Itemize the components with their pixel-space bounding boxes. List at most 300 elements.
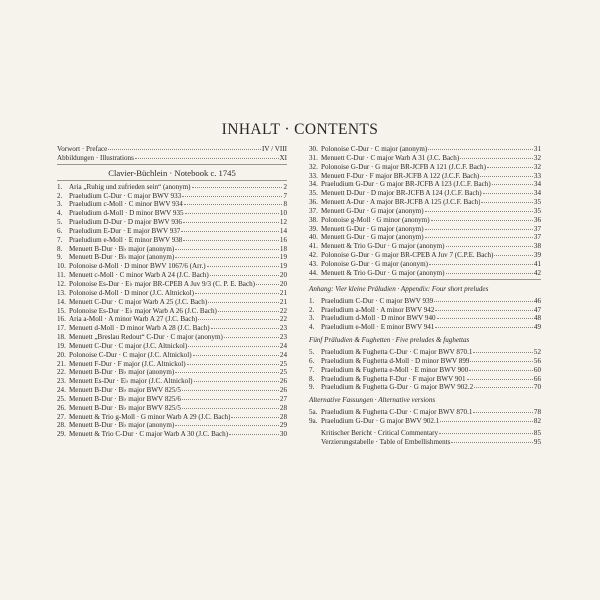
entry-page: 48 <box>533 314 541 323</box>
toc-entry[interactable] <box>57 218 287 227</box>
dot-leader <box>224 336 279 338</box>
entry-number: 27. <box>57 412 66 421</box>
toc-entry[interactable] <box>57 289 287 298</box>
dot-leader <box>446 272 533 274</box>
entry-title: Praeludium d-Moll · D minor BWV 935 <box>69 209 184 218</box>
entry-title: Menuett B-Dur · B♭ major BWV 825/6 <box>69 394 181 403</box>
entry-title: Praeludium & Fughetta C-Dur · C major BWV 870.1 <box>321 348 473 357</box>
left-entry-list <box>57 183 287 439</box>
entry-number: 44. <box>309 268 318 277</box>
entry-number: 37. <box>309 206 318 215</box>
dot-leader <box>437 317 533 319</box>
entry-page: 32 <box>533 162 541 171</box>
entry-number: 7. <box>309 365 315 374</box>
entry-number: 25. <box>57 394 66 403</box>
entry-title: Menuett C-Dur · C major Warb A 31 (J.C. Bach) <box>321 153 460 162</box>
dot-leader <box>460 157 533 159</box>
entry-number: 6. <box>57 226 63 235</box>
appendix-title: Anhang: Vier kleine Präludien · Appendix: Four short preludes <box>309 284 489 293</box>
entry-number: 36. <box>309 198 318 207</box>
entry-title: Praeludium c-Moll · C minor BWV 934 <box>69 200 183 209</box>
entry-page: 37 <box>533 224 541 233</box>
toc-entry[interactable] <box>309 163 541 172</box>
entry-number: 11. <box>57 271 66 280</box>
toc-entry[interactable] <box>309 172 541 181</box>
dot-leader <box>428 148 533 150</box>
toc-entry[interactable] <box>309 314 541 323</box>
toc-entry[interactable] <box>309 216 541 225</box>
entry-title: Menuett B-Dur · B♭ major (anonym) <box>69 368 175 377</box>
entry-title: Menuett F-Dur · F major (J.C. Altnickol) <box>69 359 186 368</box>
entry-number: 32. <box>309 162 318 171</box>
entry-number: 41. <box>309 242 318 251</box>
entry-number: 39. <box>309 224 318 233</box>
entry-number: 42. <box>309 251 318 260</box>
toc-entry[interactable] <box>309 357 541 366</box>
entry-page: 47 <box>533 305 541 314</box>
entry-title: Polonoise d-Moll · D minor BWV 1067/6 (Arr.) <box>69 262 206 271</box>
entry-number: 33. <box>309 171 318 180</box>
alternative-versions-title: Alternative Fassungen · Alternative versions <box>309 396 436 405</box>
toc-back-page: 85 <box>533 428 541 437</box>
entry-page: 42 <box>533 268 541 277</box>
toc-entry[interactable] <box>57 227 287 236</box>
toc-entry[interactable] <box>57 413 287 422</box>
entry-number: 17. <box>57 324 66 333</box>
section-rule <box>57 164 287 165</box>
dot-leader <box>256 283 279 285</box>
entry-page: 26 <box>279 377 287 386</box>
dot-leader <box>194 380 279 382</box>
entry-title: Menuett B-Dur · B♭ major BWV 825/5 <box>69 403 181 412</box>
dot-leader <box>446 245 533 247</box>
toc-entry[interactable] <box>57 271 287 280</box>
toc-entry[interactable] <box>309 366 541 375</box>
entry-page: 23 <box>279 324 287 333</box>
toc-entry[interactable] <box>309 348 541 357</box>
dot-leader <box>185 212 279 214</box>
section-rule <box>309 279 541 280</box>
dot-leader <box>192 186 283 188</box>
entry-page: 22 <box>279 315 287 324</box>
page-title: INHALT · CONTENTS <box>221 121 379 138</box>
entry-page: 27 <box>279 394 287 403</box>
entry-title: Polonoise G-Dur · G major (anonym) <box>321 259 428 268</box>
entry-title: Menuett & Trio g-Moll · G minor Warb A 29 (J.C. Bach) <box>69 412 231 421</box>
entry-number: 19. <box>57 341 66 350</box>
entry-title: Praeludium & Fughetta d-Moll · D minor BWV 899 <box>321 356 470 365</box>
entry-page: 14 <box>279 226 287 235</box>
entry-number: 2. <box>57 191 63 200</box>
dot-leader <box>487 166 533 168</box>
entry-page: 20 <box>279 271 287 280</box>
toc-front-text: Abbildungen · Illustrations <box>57 153 134 162</box>
toc-entry[interactable] <box>57 333 287 342</box>
entry-page: 35 <box>533 206 541 215</box>
toc-entry[interactable] <box>309 242 541 251</box>
dot-leader <box>431 219 533 221</box>
entry-title: Praeludium & Fughetta F-Dur · F major BWV 901 <box>321 374 466 383</box>
entry-page: 37 <box>533 233 541 242</box>
dot-leader <box>470 360 532 362</box>
entry-title: Praeludium C-Dur · C major BWV 939 <box>321 296 434 305</box>
dot-leader <box>229 433 279 435</box>
toc-entry[interactable] <box>57 404 287 413</box>
entry-title: Menuett Es-Dur · E♭ major (J.C. Altnickol) <box>69 377 193 386</box>
entry-number: 35. <box>309 189 318 198</box>
entry-page: 10 <box>279 209 287 218</box>
toc-entry[interactable] <box>309 198 541 207</box>
entry-title: Aria „Ruhig und zufrieden sein“ (anonym) <box>69 182 191 191</box>
entry-title: Menuett A-Dur · A major BR-JCFB A 125 (J.C.F. Bach) <box>321 198 481 207</box>
entry-page: 28 <box>279 403 287 412</box>
toc-entry[interactable] <box>309 145 541 154</box>
entry-number: 29. <box>57 430 66 439</box>
entry-title: Polonoise g-Moll · G minor (anonym) <box>321 215 430 224</box>
entry-page: 31 <box>533 145 541 153</box>
entry-page: 18 <box>279 244 287 253</box>
dot-leader <box>182 195 282 197</box>
entry-number: 5a. <box>309 408 318 417</box>
dot-leader <box>435 326 533 328</box>
toc-back-row[interactable] <box>309 429 541 438</box>
dot-leader <box>175 248 279 250</box>
entry-number: 4. <box>309 323 315 332</box>
dot-leader <box>208 301 279 303</box>
entry-number: 4. <box>57 209 63 218</box>
toc-entry[interactable] <box>309 251 541 260</box>
dot-leader <box>210 274 279 276</box>
dot-leader <box>193 354 279 356</box>
entry-title: Praeludium D-Dur · D major BWV 936 <box>69 218 182 227</box>
toc-entry[interactable] <box>309 260 541 269</box>
entry-number: 8. <box>309 374 315 383</box>
entry-number: 14. <box>57 297 66 306</box>
toc-back-page: 95 <box>533 437 541 446</box>
dot-leader <box>492 183 533 185</box>
toc-front-text: Vorwort · Preface <box>57 145 108 153</box>
dot-leader <box>207 265 279 267</box>
dot-leader <box>187 363 279 365</box>
toc-front-page: IV / VIII <box>262 145 287 153</box>
toc-entry[interactable] <box>309 189 541 198</box>
entry-page: 25 <box>279 368 287 377</box>
dot-leader <box>473 351 533 353</box>
entry-number: 9. <box>309 383 315 392</box>
entry-page: 60 <box>533 365 541 374</box>
entry-page: 46 <box>533 296 541 305</box>
dot-leader <box>434 300 533 302</box>
toc-back-text: Kritischer Bericht · Critical Commentary <box>321 428 439 437</box>
entry-number: 8. <box>57 244 63 253</box>
entry-title: Menuett c-Moll · C minor Warb A 24 (J.C. Bach) <box>69 271 209 280</box>
preludes-fughettas-title: Fünf Präludien & Fughetten · Five preludes & fughettas <box>309 336 470 345</box>
dot-leader <box>135 157 279 159</box>
entry-page: 26 <box>279 386 287 395</box>
entry-number: 7. <box>57 235 63 244</box>
entry-page: 78 <box>533 408 541 417</box>
toc-entry[interactable] <box>57 395 287 404</box>
dot-leader <box>440 420 533 422</box>
contents-right-column <box>309 145 541 447</box>
entry-title: Praeludium a-Moll · A minor BWV 942 <box>321 305 435 314</box>
dot-leader <box>108 148 261 150</box>
entry-page: 12 <box>279 218 287 227</box>
entry-title: Praeludium e-Moll · E minor BWV 941 <box>321 323 435 332</box>
entry-title: Menuett F-Dur · F major BR-JCFB A 122 (J.C.F. Bach) <box>321 171 480 180</box>
entry-page: 35 <box>533 198 541 207</box>
toc-entry[interactable] <box>57 200 287 209</box>
entry-title: Praeludium & Fughetta e-Moll · E minor BWV 900 <box>321 365 469 374</box>
entry-page: 16 <box>279 235 287 244</box>
entry-page: 36 <box>533 215 541 224</box>
dot-leader <box>467 378 533 380</box>
entry-number: 43. <box>309 259 318 268</box>
entry-number: 3. <box>309 314 315 323</box>
dot-leader <box>183 239 279 241</box>
entry-title: Polonoise d-Moll · D minor (J.C. Altnickol) <box>69 288 194 297</box>
entry-page: 20 <box>279 279 287 288</box>
entry-page: 82 <box>533 417 541 426</box>
toc-entry[interactable] <box>309 154 541 163</box>
preludes-fughettas-list <box>309 348 541 392</box>
entry-title: Praeludium d-Moll · D minor BWV 940 <box>321 314 436 323</box>
appendix-entry-list <box>309 297 541 332</box>
entry-page: 7 <box>283 191 287 200</box>
dot-leader <box>182 407 279 409</box>
entry-number: 12. <box>57 279 66 288</box>
entry-number: 16. <box>57 315 66 324</box>
entry-title: Polonoise G-Dur · G major BR-JCFB A 121 (J.C.F. Bach) <box>321 162 486 171</box>
entry-title: Menuett C-Dur · C major (J.C. Altnickol) <box>69 341 188 350</box>
entry-page: 25 <box>279 359 287 368</box>
right-entry-list <box>309 145 541 278</box>
dot-leader <box>483 192 533 194</box>
toc-entry[interactable] <box>57 430 287 439</box>
entry-title: Menuett C-Dur · C major Warb A 25 (J.C. Bach) <box>69 297 208 306</box>
dot-leader <box>469 369 533 371</box>
entry-number: 10. <box>57 262 66 271</box>
entry-number: 5. <box>309 348 315 357</box>
entry-page: 21 <box>279 297 287 306</box>
entry-page: 41 <box>533 259 541 268</box>
dot-leader <box>480 175 533 177</box>
toc-entry[interactable] <box>57 236 287 245</box>
entry-number: 34. <box>309 180 318 189</box>
entry-number: 1. <box>309 296 315 305</box>
dot-leader <box>429 263 533 265</box>
toc-entry[interactable] <box>309 323 541 332</box>
toc-entry[interactable] <box>309 233 541 242</box>
entry-number: 30. <box>309 145 318 153</box>
entry-number: 22. <box>57 368 66 377</box>
entry-page: 23 <box>279 333 287 342</box>
toc-entry[interactable] <box>57 377 287 386</box>
toc-front-row[interactable] <box>57 145 287 154</box>
entry-page: 8 <box>283 200 287 209</box>
entry-page: 56 <box>533 356 541 365</box>
dot-leader <box>175 371 279 373</box>
toc-entry[interactable] <box>57 298 287 307</box>
toc-entry[interactable] <box>309 383 541 392</box>
toc-entry[interactable] <box>309 408 541 417</box>
toc-entry[interactable] <box>309 225 541 234</box>
dot-leader <box>175 256 279 258</box>
entry-title: Praeludium & Fughetta C-Dur · C major BWV 870.1 <box>321 408 473 417</box>
dot-leader <box>175 424 279 426</box>
entry-title: Menuett B-Dur · B♭ major BWV 825/5 <box>69 386 181 395</box>
dot-leader <box>425 210 533 212</box>
dot-leader <box>211 327 279 329</box>
entry-title: Menuett B-Dur · B♭ major (anonym) <box>69 421 175 430</box>
toc-entry[interactable] <box>57 262 287 271</box>
toc-entry[interactable] <box>57 324 287 333</box>
entry-title: Menuett G-Dur · G major (anonym) <box>321 224 424 233</box>
entry-page: 49 <box>533 323 541 332</box>
entry-title: Menuett G-Dur · G major (anonym) <box>321 206 424 215</box>
dot-leader <box>481 201 532 203</box>
entry-page: 24 <box>279 350 287 359</box>
toc-entry[interactable] <box>57 245 287 254</box>
entry-number: 31. <box>309 153 318 162</box>
entry-number: 24. <box>57 386 66 395</box>
section-rule <box>57 180 287 181</box>
entry-number: 18. <box>57 333 66 342</box>
entry-title: Polonoise C-Dur · C major (anonym) <box>321 145 428 153</box>
toc-entry[interactable] <box>57 253 287 262</box>
entry-number: 23. <box>57 377 66 386</box>
entry-number: 13. <box>57 288 66 297</box>
entry-number: 9a. <box>309 417 318 426</box>
entry-page: 38 <box>533 242 541 251</box>
dot-leader <box>198 318 279 320</box>
entry-title: Menuett „Breslau Redout“ C-Dur · C major (anonym) <box>69 333 223 342</box>
entry-page: 34 <box>533 189 541 198</box>
entry-title: Praeludium C-Dur · C major BWV 933 <box>69 191 182 200</box>
toc-entry[interactable] <box>309 207 541 216</box>
toc-entry[interactable] <box>309 375 541 384</box>
entry-title: Menuett d-Moll · D minor Warb A 28 (J.C. Bach) <box>69 324 210 333</box>
entry-number: 9. <box>57 253 63 262</box>
entry-page: 33 <box>533 171 541 180</box>
contents-left-column <box>57 145 287 439</box>
toc-front-row[interactable] <box>57 154 287 163</box>
dot-leader <box>181 230 279 232</box>
entry-page: 21 <box>279 288 287 297</box>
toc-entry[interactable] <box>57 280 287 289</box>
dot-leader <box>451 441 533 443</box>
entry-page: 52 <box>533 348 541 357</box>
toc-front-page: XI <box>279 153 287 162</box>
toc-entry[interactable] <box>57 342 287 351</box>
entry-title: Praeludium G-Dur · G major BR-JCFB A 123 (J.C.F. Bach) <box>321 180 491 189</box>
entry-number: 21. <box>57 359 66 368</box>
alternative-versions-list <box>309 408 541 426</box>
dot-leader <box>218 310 279 312</box>
dot-leader <box>425 236 533 238</box>
toc-entry[interactable] <box>57 209 287 218</box>
entry-title: Praeludium e-Moll · E minor BWV 938 <box>69 235 183 244</box>
toc-entry[interactable] <box>309 417 541 426</box>
dot-leader <box>439 432 533 434</box>
entry-page: 24 <box>279 341 287 350</box>
entry-number: 1. <box>57 182 63 191</box>
entry-page: 22 <box>279 306 287 315</box>
entry-title: Menuett & Trio C-Dur · C major Warb A 30 (J.C. Bach) <box>69 430 229 439</box>
entry-title: Polonoise C-Dur · C major (J.C. Altnickol) <box>69 350 192 359</box>
entry-number: 15. <box>57 306 66 315</box>
entry-page: 30 <box>279 430 287 439</box>
entry-number: 6. <box>309 356 315 365</box>
entry-title: Menuett & Trio G-Dur · G major (anonym) <box>321 242 445 251</box>
dot-leader <box>183 221 279 223</box>
entry-title: Praeludium G-Dur · G major BWV 902.1 <box>321 417 440 426</box>
toc-entry[interactable] <box>57 421 287 430</box>
dot-leader <box>425 228 533 230</box>
toc-entry[interactable] <box>57 192 287 201</box>
toc-entry[interactable] <box>309 297 541 306</box>
entry-page: 34 <box>533 180 541 189</box>
dot-leader <box>182 398 279 400</box>
toc-entry[interactable] <box>57 183 287 192</box>
entry-number: 5. <box>57 218 63 227</box>
dot-leader <box>184 203 283 205</box>
entry-number: 20. <box>57 350 66 359</box>
entry-page: 19 <box>279 262 287 271</box>
entry-title: Praeludium E-Dur · E major BWV 937 <box>69 226 181 235</box>
dot-leader <box>435 309 533 311</box>
toc-entry[interactable] <box>57 307 287 316</box>
toc-entry[interactable] <box>57 315 287 324</box>
entry-title: Praeludium & Fughetta G-Dur · G major BWV 902.2 <box>321 383 474 392</box>
toc-entry[interactable] <box>57 386 287 395</box>
entry-number: 38. <box>309 215 318 224</box>
toc-entry[interactable] <box>309 306 541 315</box>
toc-back-row[interactable] <box>309 438 541 447</box>
section-title: Clavier-Büchlein · Notebook c. 1745 <box>108 167 236 178</box>
dot-leader <box>231 416 278 418</box>
toc-back-text: Verzierungstabelle · Table of Embellishments <box>321 437 451 446</box>
entry-page: 32 <box>533 153 541 162</box>
toc-entry[interactable] <box>57 360 287 369</box>
toc-entry[interactable] <box>309 180 541 189</box>
entry-page: 28 <box>279 412 287 421</box>
toc-entry[interactable] <box>309 269 541 278</box>
entry-title: Menuett G-Dur · G major (anonym) <box>321 233 424 242</box>
entry-page: 66 <box>533 374 541 383</box>
entry-page: 29 <box>279 421 287 430</box>
entry-number: 26. <box>57 403 66 412</box>
entry-page: 70 <box>533 383 541 392</box>
entry-number: 28. <box>57 421 66 430</box>
dot-leader <box>182 389 279 391</box>
dot-leader <box>494 254 532 256</box>
entry-title: Aria a-Moll · A minor Warb A 27 (J.C. Bach) <box>69 315 198 324</box>
entry-title: Menuett & Trio G-Dur · G major (anonym) <box>321 268 445 277</box>
entry-title: Polonoise Es-Dur · E♭ major BR-CPEB A Juv 9/3 (C. P. E. Bach) <box>69 279 256 288</box>
entry-number: 2. <box>309 305 315 314</box>
toc-entry[interactable] <box>57 351 287 360</box>
dot-leader <box>188 345 279 347</box>
entry-number: 3. <box>57 200 63 209</box>
toc-entry[interactable] <box>57 368 287 377</box>
entry-number: 40. <box>309 233 318 242</box>
entry-page: 39 <box>533 251 541 260</box>
dot-leader <box>473 411 533 413</box>
entry-page: 19 <box>279 253 287 262</box>
entry-title: Polonoise Es-Dur · E♭ major Warb A 26 (J.C. Bach) <box>69 306 217 315</box>
entry-title: Polonoise G-Dur · G major BR-CPEB A Juv 7 (C.P.E. Bach) <box>321 251 494 260</box>
